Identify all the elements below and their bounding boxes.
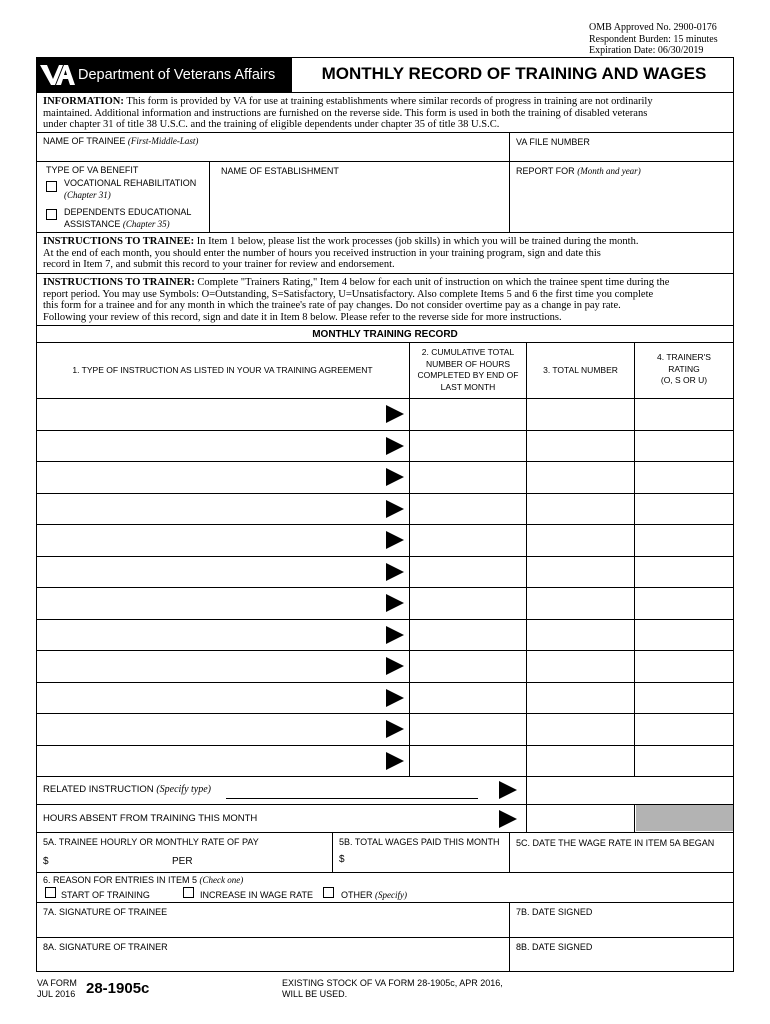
divider bbox=[36, 325, 734, 326]
hours-absent-arrow-icon bbox=[499, 810, 517, 828]
trainer-rating-field[interactable] bbox=[635, 683, 733, 714]
rate-amount-field[interactable] bbox=[54, 852, 168, 870]
total-hours-field[interactable] bbox=[527, 557, 634, 588]
related-input-underline[interactable] bbox=[226, 798, 478, 799]
record-title: MONTHLY TRAINING RECORD bbox=[312, 329, 458, 340]
divider bbox=[526, 776, 527, 804]
cumulative-hours-field[interactable] bbox=[410, 431, 526, 462]
table-row bbox=[37, 588, 733, 619]
arrow-right-icon bbox=[386, 500, 404, 518]
total-hours-field[interactable] bbox=[527, 620, 634, 651]
arrow-right-icon bbox=[386, 531, 404, 549]
reason-label: 6. REASON FOR ENTRIES IN ITEM 5 (Check one) bbox=[43, 875, 244, 885]
col3-header: 3. TOTAL NUMBER bbox=[543, 365, 618, 375]
trainee-sig-label: 7A. SIGNATURE OF TRAINEE bbox=[43, 907, 168, 917]
hours-absent-field[interactable] bbox=[527, 805, 634, 831]
instruction-type-field[interactable] bbox=[37, 683, 377, 714]
trainee-date-label: 7B. DATE SIGNED bbox=[516, 907, 593, 917]
arrow-right-icon bbox=[386, 626, 404, 644]
total-hours-field[interactable] bbox=[527, 525, 634, 556]
total-wages-field[interactable] bbox=[350, 850, 506, 870]
cumulative-hours-field[interactable] bbox=[410, 494, 526, 525]
trainer-rating-field[interactable] bbox=[635, 588, 733, 619]
table-row bbox=[37, 525, 733, 556]
information-line1: This form is provided by VA for use at training establishments where similar records of progress in training are not ordinarily bbox=[126, 96, 653, 107]
instruction-type-field[interactable] bbox=[37, 588, 377, 619]
total-wages-label: 5B. TOTAL WAGES PAID THIS MONTH bbox=[339, 837, 500, 847]
information-line2: maintained. Additional information and instructions are furnished on the reverse side. This form is used in both the training of disabled veterans bbox=[43, 107, 648, 119]
table-row bbox=[37, 714, 733, 745]
instructions-trainee: INSTRUCTIONS TO TRAINEE: In Item 1 below, please list the work processes (job skills) in which you will be trained during the month. At the end of each month, you should enter the number of hours you received instruction in your training program, sign and date this record in Item 7, and submit this record to your trainer for review and endorsement. bbox=[43, 236, 639, 270]
rate-period-field[interactable] bbox=[198, 852, 328, 870]
divider bbox=[36, 92, 734, 93]
divider bbox=[36, 832, 734, 833]
dollar-b: $ bbox=[339, 854, 345, 865]
trainer-rating-field[interactable] bbox=[635, 746, 733, 777]
trainee-date-field[interactable] bbox=[510, 918, 733, 937]
va-banner bbox=[36, 57, 292, 93]
trainer-rating-field[interactable] bbox=[635, 399, 733, 430]
cumulative-hours-field[interactable] bbox=[410, 399, 526, 430]
table-row bbox=[37, 620, 733, 651]
other-specify-field[interactable] bbox=[410, 886, 730, 900]
va-logo-icon bbox=[39, 61, 75, 89]
wage-date-label: 5C. DATE THE WAGE RATE IN ITEM 5A BEGAN bbox=[516, 838, 715, 848]
omb-burden: Respondent Burden: 15 minutes bbox=[589, 33, 718, 45]
total-hours-field[interactable] bbox=[527, 494, 634, 525]
dollar-a: $ bbox=[43, 856, 49, 867]
table-row bbox=[37, 683, 733, 714]
related-hours-field[interactable] bbox=[527, 777, 733, 804]
arrow-right-icon bbox=[386, 563, 404, 581]
cumulative-hours-field[interactable] bbox=[410, 714, 526, 745]
total-hours-field[interactable] bbox=[527, 683, 634, 714]
total-hours-field[interactable] bbox=[527, 462, 634, 493]
instruction-type-field[interactable] bbox=[37, 525, 377, 556]
information-line3: under chapter 31 of title 38 U.S.C. and the training of eligible dependents under chapter 35 of title 38 U.S.C. bbox=[43, 119, 500, 130]
instruction-type-field[interactable] bbox=[37, 494, 377, 525]
instructions-trainer-heading: INSTRUCTIONS TO TRAINER: bbox=[43, 277, 195, 288]
omb-expiration: Expiration Date: 06/30/2019 bbox=[589, 45, 704, 56]
va-file-label: VA FILE NUMBER bbox=[516, 137, 590, 147]
cumulative-hours-field[interactable] bbox=[410, 588, 526, 619]
hours-absent-label: HOURS ABSENT FROM TRAINING THIS MONTH bbox=[43, 813, 258, 824]
arrow-right-icon bbox=[386, 689, 404, 707]
total-hours-field[interactable] bbox=[527, 651, 634, 682]
divider bbox=[36, 342, 734, 343]
col2-header: 2. CUMULATIVE TOTAL NUMBER OF HOURS COMPLETED BY END OF LAST MONTH bbox=[417, 347, 519, 392]
table-row bbox=[37, 746, 733, 777]
instruction-type-field[interactable] bbox=[37, 746, 377, 777]
trainer-rating-field[interactable] bbox=[635, 651, 733, 682]
arrow-right-icon bbox=[386, 594, 404, 612]
table-row bbox=[37, 399, 733, 430]
total-hours-field[interactable] bbox=[527, 746, 634, 777]
table-row bbox=[37, 494, 733, 525]
trainer-date-field[interactable] bbox=[510, 953, 733, 971]
va-file-field[interactable] bbox=[510, 133, 733, 161]
instruction-type-field[interactable] bbox=[37, 714, 377, 745]
establishment-field[interactable] bbox=[210, 162, 508, 231]
table-row bbox=[37, 651, 733, 682]
rate-label: 5A. TRAINEE HOURLY OR MONTHLY RATE OF PAY bbox=[43, 837, 259, 847]
trainee-name-field[interactable] bbox=[37, 133, 508, 161]
other-checkbox[interactable] bbox=[323, 887, 334, 898]
trainee-signature-field[interactable] bbox=[37, 918, 508, 937]
report-for-label: REPORT FOR (Month and year) bbox=[516, 166, 641, 176]
information-paragraph bbox=[43, 96, 733, 131]
trainer-rating-field[interactable] bbox=[635, 494, 733, 525]
arrow-right-icon bbox=[386, 657, 404, 675]
other-label: OTHER (Specify) bbox=[341, 890, 407, 900]
divider bbox=[36, 937, 734, 938]
increase-wage-checkbox[interactable] bbox=[183, 887, 194, 898]
footer-form-label: VA FORM JUL 2016 bbox=[37, 978, 77, 999]
instruction-type-field[interactable] bbox=[37, 620, 377, 651]
footer-stock-note: EXISTING STOCK OF VA FORM 28-1905c, APR 2016, WILL BE USED. bbox=[282, 978, 503, 999]
total-hours-field[interactable] bbox=[527, 431, 634, 462]
shaded-cell bbox=[636, 805, 733, 831]
cumulative-hours-field[interactable] bbox=[410, 683, 526, 714]
trainer-rating-field[interactable] bbox=[635, 620, 733, 651]
voc-rehab-label: VOCATIONAL REHABILITATION (Chapter 31) bbox=[64, 178, 197, 200]
instructions-trainee-heading: INSTRUCTIONS TO TRAINEE: bbox=[43, 236, 195, 247]
dept-name: Department of Veterans Affairs bbox=[78, 67, 276, 83]
voc-rehab-checkbox[interactable] bbox=[46, 181, 57, 192]
total-hours-field[interactable] bbox=[527, 588, 634, 619]
dep-ed-label: DEPENDENTS EDUCATIONAL ASSISTANCE (Chapter 35) bbox=[64, 207, 192, 229]
wage-date-field[interactable] bbox=[510, 850, 733, 871]
divider bbox=[36, 902, 734, 903]
arrow-right-icon bbox=[386, 437, 404, 455]
omb-block bbox=[589, 22, 718, 57]
col4-header: 4. TRAINER'S RATING (O, S OR U) bbox=[657, 352, 711, 385]
arrow-right-icon bbox=[386, 405, 404, 423]
report-for-field[interactable] bbox=[510, 162, 733, 231]
trainee-name-label: NAME OF TRAINEE (First-Middle-Last) bbox=[43, 136, 199, 146]
trainer-date-label: 8B. DATE SIGNED bbox=[516, 942, 593, 952]
cumulative-hours-field[interactable] bbox=[410, 557, 526, 588]
related-arrow-icon bbox=[499, 781, 517, 799]
dep-ed-checkbox[interactable] bbox=[46, 209, 57, 220]
instruction-type-field[interactable] bbox=[37, 557, 377, 588]
arrow-right-icon bbox=[386, 720, 404, 738]
divider bbox=[36, 872, 734, 873]
table-row bbox=[37, 462, 733, 493]
omb-approved: OMB Approved No. 2900-0176 bbox=[589, 22, 717, 33]
trainer-sig-label: 8A. SIGNATURE OF TRAINER bbox=[43, 942, 168, 952]
trainer-signature-field[interactable] bbox=[37, 953, 508, 971]
divider bbox=[634, 804, 635, 832]
cumulative-hours-field[interactable] bbox=[410, 525, 526, 556]
divider bbox=[36, 273, 734, 274]
arrow-right-icon bbox=[386, 752, 404, 770]
increase-wage-label: INCREASE IN WAGE RATE bbox=[200, 890, 314, 900]
cumulative-hours-field[interactable] bbox=[410, 746, 526, 777]
instruction-type-field[interactable] bbox=[37, 431, 377, 462]
instruction-type-field[interactable] bbox=[37, 399, 377, 430]
divider bbox=[36, 232, 734, 233]
total-hours-field[interactable] bbox=[527, 399, 634, 430]
related-label: RELATED INSTRUCTION (Specify type) bbox=[43, 784, 211, 795]
arrow-right-icon bbox=[386, 468, 404, 486]
information-heading: INFORMATION: bbox=[43, 96, 124, 107]
cumulative-hours-field[interactable] bbox=[410, 462, 526, 493]
instructions-trainer: INSTRUCTIONS TO TRAINER: Complete "Trainers Rating," Item 4 below for each unit of instruction on which the trainee spent time during the report period. You may use Symbols: O=Outstanding, S=Satisfactory, U=Unsatisfactory. Also complete Items 5 and 6 the first time you complete this form for a trainee and for any month in which the trainee's rate of pay changes. Do not consider overtime pay as a change in pay rate. Following your review of this record, sign and date it in Item 8 below. Please refer to the reverse side for more instructions. bbox=[43, 277, 670, 323]
cumulative-hours-field[interactable] bbox=[410, 620, 526, 651]
table-row bbox=[37, 431, 733, 462]
footer-form-number: 28-1905c bbox=[86, 980, 150, 997]
trainer-rating-field[interactable] bbox=[635, 431, 733, 462]
start-training-checkbox[interactable] bbox=[45, 887, 56, 898]
form-title: MONTHLY RECORD OF TRAINING AND WAGES bbox=[321, 64, 707, 83]
per-label: PER bbox=[172, 856, 193, 867]
cumulative-hours-field[interactable] bbox=[410, 651, 526, 682]
benefit-label: TYPE OF VA BENEFIT bbox=[46, 165, 139, 175]
divider bbox=[332, 832, 333, 872]
trainer-rating-field[interactable] bbox=[635, 525, 733, 556]
total-hours-field[interactable] bbox=[527, 714, 634, 745]
col1-header: 1. TYPE OF INSTRUCTION AS LISTED IN YOUR VA TRAINING AGREEMENT bbox=[72, 365, 373, 375]
instruction-type-field[interactable] bbox=[37, 651, 377, 682]
trainer-rating-field[interactable] bbox=[635, 462, 733, 493]
trainer-rating-field[interactable] bbox=[635, 557, 733, 588]
table-row bbox=[37, 557, 733, 588]
establishment-label: NAME OF ESTABLISHMENT bbox=[221, 166, 339, 176]
instruction-type-field[interactable] bbox=[37, 462, 377, 493]
start-training-label: START OF TRAINING bbox=[61, 890, 150, 900]
trainer-rating-field[interactable] bbox=[635, 714, 733, 745]
